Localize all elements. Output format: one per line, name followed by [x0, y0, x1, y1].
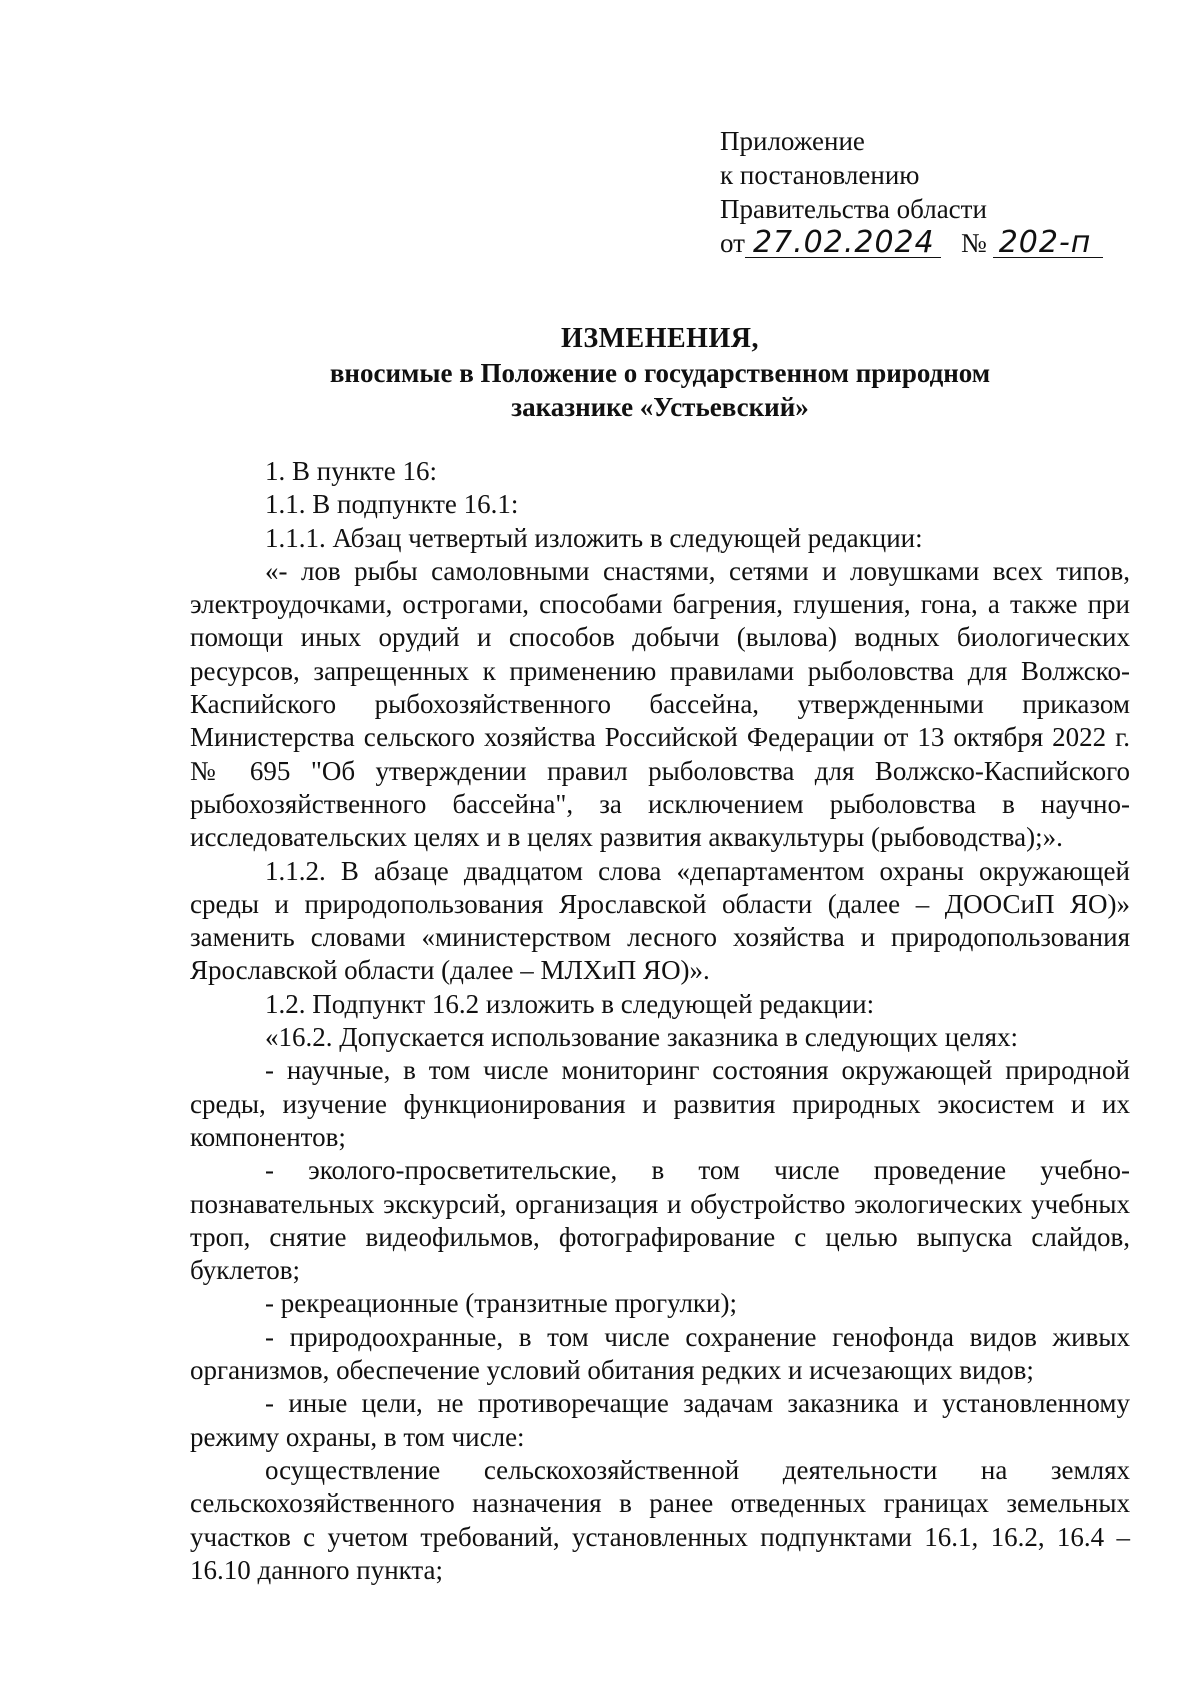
- paragraph-other-purposes: - иные цели, не противоречащие задачам заказника и установленному режиму охраны, в том числе:: [190, 1388, 1130, 1452]
- paragraph-nature-protection: - природоохранные, в том числе сохранение генофонда видов живых организмов, обеспечение условий обитания редких и исчезающих видов;: [190, 1321, 1130, 1386]
- paragraph-scientific: - научные, в том числе мониторинг состояния окружающей природной среды, изучение функционирования и развития природных экосистем и их компонентов;: [190, 1055, 1130, 1152]
- paragraph-1-1: 1.1. В подпункте 16.1:: [265, 489, 519, 520]
- approval-date: 27.02.2024: [745, 229, 941, 258]
- approval-number-sign: №: [960, 228, 987, 258]
- document-title: ИЗМЕНЕНИЯ,: [561, 323, 759, 354]
- paragraph-1-2: 1.2. Подпункт 16.2 изложить в следующей редакции:: [265, 988, 875, 1019]
- approval-line-appendix: Приложение: [720, 126, 865, 156]
- approval-number: 202-п: [993, 229, 1103, 258]
- paragraph-16-2: «16.2. Допускается использование заказника в следующих целях:: [265, 1022, 1019, 1053]
- approval-line-resolution: к постановлению: [720, 160, 920, 190]
- paragraph-ecological-education: - эколого-просветительские, в том числе проведение учебно-познавательных экскурсий, организация и обустройство экологических учебных троп, снятие видеофильмов, фотографирование с целью выпуска слайдов, буклетов;: [190, 1155, 1130, 1286]
- approval-stamp-block: [720, 124, 1103, 260]
- paragraph-recreational: - рекреационные (транзитные прогулки);: [265, 1288, 737, 1319]
- paragraph-1: 1. В пункте 16:: [265, 456, 437, 486]
- paragraph-quoted-fishing: «- лов рыбы самоловными снастями, сетями и ловушками всех типов, электроудочками, острогами, способами багрения, глушения, гона, а также при помощи иных орудий и способов добычи (вылова) водных биологических ресурсов, запрещенных к применению правилами рыболовства для Волжско-Каспийского рыбохозяйственного бассейна, утвержденными приказом Министерства сельского хозяйства Российской Федерации от 13 октября 2022 г. № 695 "Об утверждении правил рыболовства для Волжско-Каспийского рыбохозяйственного бассейна", за исключением рыболовства в научно-исследовательских целях и в целях развития аквакультуры (рыбоводства);».: [190, 555, 1130, 853]
- approval-from-label: от: [720, 228, 745, 258]
- document-subtitle-line-1: вносимые в Положение о государственном природном: [329, 358, 991, 388]
- approval-line-government: Правительства области: [720, 194, 987, 224]
- document-subtitle-line-2: заказнике «Устьевский»: [511, 392, 809, 422]
- paragraph-1-1-2: 1.1.2. В абзаце двадцатом слова «департаментом охраны окружающей среды и природопользования Ярославской области (далее – ДООСиП ЯО)» заменить словами «министерством лесного хозяйства и природопользования Ярославской области (далее – МЛХиП ЯО)».: [190, 855, 1130, 986]
- document-body: [190, 455, 1130, 1587]
- paragraph-1-1-1: 1.1.1. Абзац четвертый изложить в следующей редакции:: [265, 522, 923, 553]
- document-title-block: [190, 322, 1130, 424]
- paragraph-agriculture: осуществление сельскохозяйственной деятельности на землях сельскохозяйственного назначения в ранее отведенных границах земельных участков с учетом требований, установленных подпунктами 16.1, 16.2, 16.4 – 16.10 данного пункта;: [190, 1454, 1130, 1585]
- approval-date-line: [720, 226, 1103, 260]
